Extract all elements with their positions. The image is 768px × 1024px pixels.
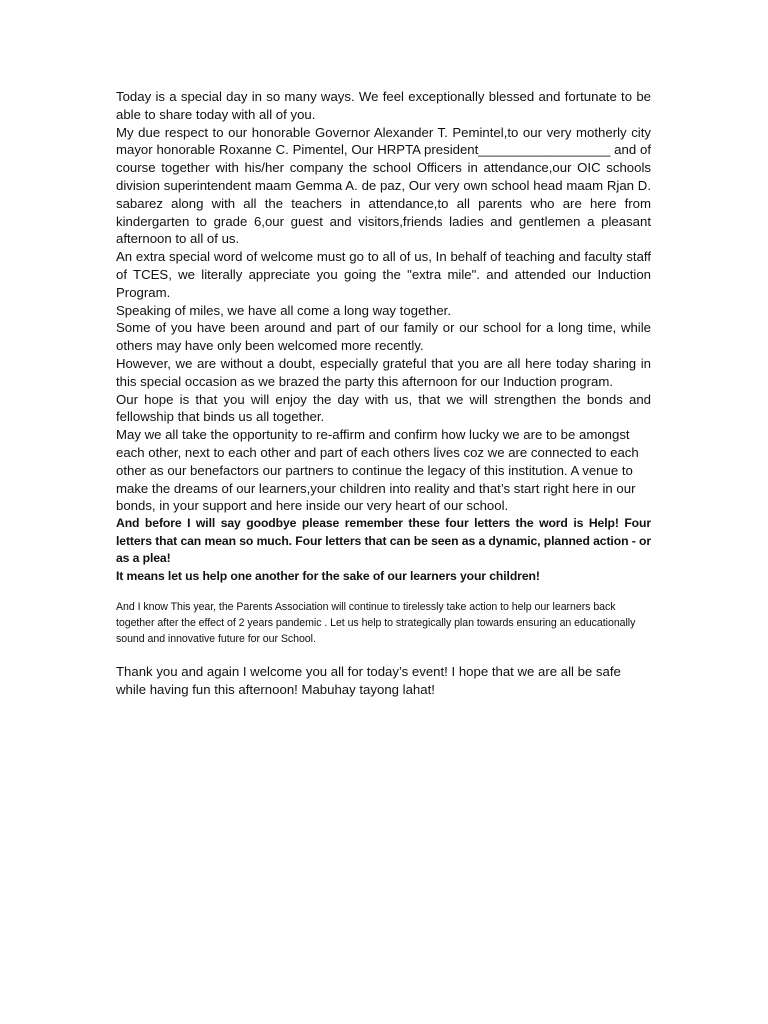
paragraph-grateful: However, we are without a doubt, especially grateful that you are all here today sharing in this special occasion as we brazed the party this afternoon for our Induction program. — [116, 355, 651, 389]
paragraph-special-welcome: An extra special word of welcome must go to all of us, In behalf of teaching and faculty staff of TCES, we literally appreciate you going the "extra mile". and attended our Induction Program. — [116, 249, 651, 300]
paragraph-help-one-another: It means let us help one another for the sake of our learners your children! — [116, 568, 540, 583]
paragraph-reaffirm: May we all take the opportunity to re-affirm and confirm how lucky we are to be amongst each other, next to each other and part of each others lives coz we are connected to each other as our benefactors our partners to continue the legacy of this institution. A venue to make the dreams of our learners,your children into reality and that’s start right here in our bonds, in your support and here inside our very heart of our school. — [116, 427, 639, 514]
paragraph-help-letters: And before I will say goodbye please remember these four letters the word is Help! Four letters that can mean so much. Four letters that can be seen as a dynamic, planned action - or as a plea! — [116, 516, 651, 566]
paragraph-speaking-of-miles: Speaking of miles, we have all come a long way together. — [116, 302, 452, 318]
paragraph-acknowledgements: My due respect to our honorable Governor Alexander T. Pemintel,to our very motherly city mayor honorable Roxanne C. Pimentel, Our HRPTA president__________________ and of course together with his/her company the school Officers in attendance,our OIC schools division superintendent maam Gemma A. de paz, Our very own school head maam Rjan D. sabarez along with all the teachers in attendance,to all parents who are here from kindergarten to grade 6,our guest and visitors,friends ladies and gentlemen a pleasant afternoon to all of us. — [116, 124, 651, 247]
paragraph-parents-association: And I know This year, the Parents Association will continue to tirelessly take action to help our learners back together after the effect of 2 years pandemic . Let us help to strategically plan towards ensuring an educationally sound and innovative future for our School. — [116, 600, 636, 645]
paragraph-opening: Today is a special day in so many ways. We feel exceptionally blessed and fortunate to be able to share today with all of you. — [116, 89, 651, 122]
paragraph-closing: Thank you and again I welcome you all for today’s event! I hope that we are all be safe while having fun this afternoon! Mabuhay tayong lahat! — [116, 663, 621, 697]
speech-text-block — [116, 88, 651, 699]
paragraph-family: Some of you have been around and part of our family or our school for a long time, while others may have only been welcomed more recently. — [116, 320, 651, 354]
paragraph-hope: Our hope is that you will enjoy the day with us, that we will strengthen the bonds and fellowship that binds us all together. — [116, 391, 651, 425]
